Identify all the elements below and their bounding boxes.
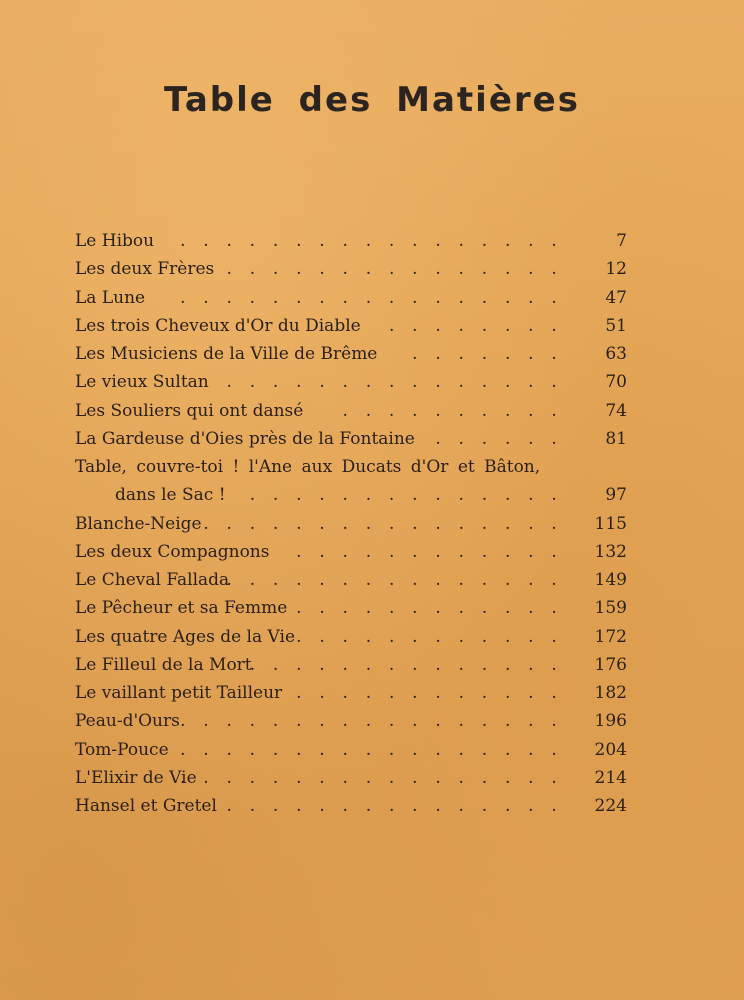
- toc-entry-title: Le vaillant petit Tailleur: [75, 683, 283, 703]
- dot-leader: . . . . . . . . . . . . . . .: [226, 259, 563, 280]
- toc-entry-page-number: 159: [594, 598, 627, 619]
- toc-entry-page-number: 149: [594, 570, 627, 590]
- toc-entry-title: Le Pêcheur et sa Femme: [75, 598, 288, 619]
- toc-entry: [75, 340, 627, 368]
- toc-entry: [75, 594, 627, 622]
- toc-entry: [75, 538, 627, 566]
- toc-entry: [75, 397, 627, 425]
- toc-entry-title: La Lune: [75, 287, 146, 308]
- toc-entry-title: Blanche-Neige: [75, 513, 202, 534]
- dot-leader: . . . . . . . . . . . .: [296, 598, 563, 619]
- toc-entry: [75, 368, 627, 396]
- toc-entry: [75, 425, 627, 453]
- dot-leader: . . . . . . .: [412, 344, 563, 364]
- dot-leader: . . . . . . . . . . . . . . . . .: [180, 739, 563, 760]
- dot-leader: . . . . . . . . . . . . . . . . .: [180, 711, 563, 732]
- toc-entry-title: Table, couvre-toi ! l'Ane aux Ducats d'Or et Bâton,: [75, 457, 541, 477]
- dot-leader: . . . . . .: [435, 428, 563, 449]
- toc-entry-page-number: 7: [616, 231, 627, 251]
- toc-entry-title: Les quatre Ages de la Vie: [75, 626, 296, 647]
- toc-entry-title: Peau-d'Ours: [75, 711, 180, 732]
- toc-entry-page-number: 70: [605, 372, 627, 393]
- dot-leader: . . . . . . . . . . . .: [296, 541, 563, 562]
- toc-entry-title: Les trois Cheveux d'Or du Diable: [75, 315, 361, 336]
- toc-entry-page-number: 51: [605, 315, 627, 336]
- toc-entry-page-number: 214: [594, 767, 627, 788]
- toc-entry-title: Tom-Pouce: [75, 739, 169, 760]
- dot-leader: . . . . . . . . . . . . . . .: [226, 796, 563, 816]
- toc-entry-title: Le vieux Sultan: [75, 372, 209, 393]
- toc-entry: [75, 679, 627, 707]
- toc-entry-title: Le Cheval Fallada: [75, 570, 230, 590]
- toc-entry-title: Le Filleul de la Mort: [75, 654, 252, 675]
- toc-entry-title: La Gardeuse d'Oies près de la Fontaine: [75, 428, 415, 449]
- dot-leader: . . . . . . . . . . . .: [296, 683, 563, 703]
- toc-entry-page-number: 182: [594, 683, 627, 703]
- dot-leader: . . . . . . . . . . . . . . . . .: [180, 287, 563, 308]
- toc-entry-page-number: 74: [605, 400, 627, 421]
- toc-entry: [75, 736, 627, 764]
- toc-entry: [75, 651, 627, 679]
- toc-entry-page-number: 115: [594, 513, 627, 534]
- toc-entry: [75, 566, 627, 594]
- dot-leader: . . . . . . . . . . . . . . . . .: [180, 231, 563, 251]
- toc-entry-page-number: 12: [605, 259, 627, 280]
- toc-entry-page-number: 47: [605, 287, 627, 308]
- toc-entry-page-number: 132: [594, 541, 627, 562]
- toc-entry-title: dans le Sac !: [115, 485, 226, 506]
- toc-entry: [75, 481, 627, 509]
- toc-entry-title: Le Hibou: [75, 231, 155, 251]
- toc-entry-title: L'Elixir de Vie: [75, 767, 197, 788]
- toc-entry: [75, 284, 627, 312]
- toc-entry-page-number: 172: [594, 626, 627, 647]
- dot-leader: . . . . . . . . . . . . . . .: [226, 372, 563, 393]
- dot-leader: . . . . . . . . . .: [342, 400, 563, 421]
- toc-entry: [75, 255, 627, 283]
- dot-leader: . . . . . . . .: [388, 315, 563, 336]
- dot-leader: . . . . . . . . . . . . . . . .: [203, 513, 563, 534]
- toc-entry-page-number: 204: [594, 739, 627, 760]
- toc-entry-page-number: 176: [594, 654, 627, 675]
- toc-entry-page-number: 81: [605, 428, 627, 449]
- toc-entry-title: Les deux Frères: [75, 259, 215, 280]
- toc-entry: [75, 623, 627, 651]
- toc-entry: [75, 707, 627, 735]
- toc-entry: [75, 764, 627, 792]
- toc-entry: [75, 312, 627, 340]
- toc-entry-title: Les deux Compagnons: [75, 541, 270, 562]
- toc-entry-page-number: 224: [594, 796, 627, 816]
- toc-entry-page-number: 97: [605, 485, 627, 506]
- toc-entry-page-number: 63: [605, 344, 627, 364]
- table-of-contents: [75, 227, 627, 820]
- dot-leader: . . . . . . . . . . . . . . .: [226, 570, 563, 590]
- toc-entry: [75, 453, 627, 481]
- toc-entry-page-number: 196: [594, 711, 627, 732]
- toc-entry-title: Hansel et Gretel: [75, 796, 217, 816]
- toc-entry-title: Les Souliers qui ont dansé: [75, 400, 304, 421]
- dot-leader: . . . . . . . . . . . . . . . . .: [180, 767, 563, 788]
- page-title: Table des Matières: [164, 80, 580, 120]
- toc-entry-title: Les Musiciens de la Ville de Brême: [75, 344, 378, 364]
- toc-entry: [75, 510, 627, 538]
- dot-leader: . . . . . . . . . . . . . .: [249, 485, 563, 506]
- dot-leader: . . . . . . . . . . . . . .: [249, 654, 563, 675]
- dot-leader: . . . . . . . . . . . .: [296, 626, 563, 647]
- toc-entry: [75, 227, 627, 255]
- toc-entry: [75, 792, 627, 820]
